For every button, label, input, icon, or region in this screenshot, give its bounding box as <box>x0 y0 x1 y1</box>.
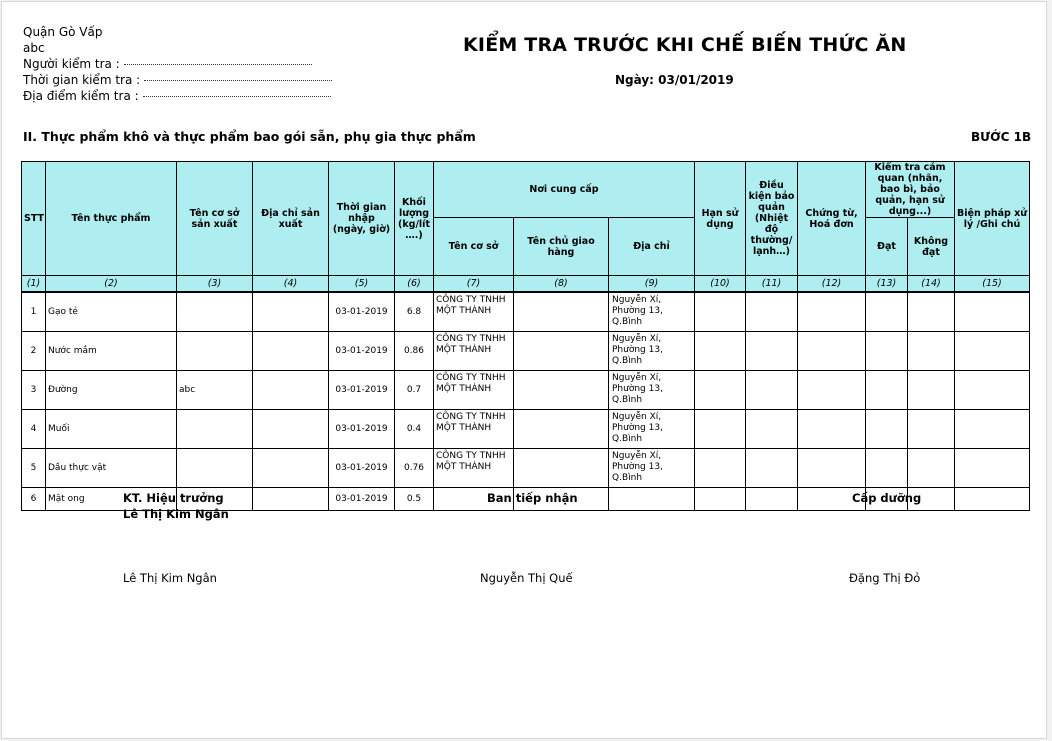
inspection-time-line: Thời gian kiểm tra : <box>23 72 332 88</box>
table-row: 3 Đường abc 03-01-2019 0.7 CÔNG TY TNHH MỘT THÀNH Nguyễn Xí, Phường 13, Q.Bình <box>22 371 1030 410</box>
col-import-time: Thời gian nhập (ngày, giờ) <box>329 162 395 276</box>
header-info <box>23 24 332 104</box>
school-name: abc <box>23 41 45 55</box>
col-delivery-owner: Tên chủ giao hàng <box>514 218 609 276</box>
index-row: (1) (2) (3) (4) (5) (6) (7) (8) (9) (10) (11) (12) (13) (14) (15) <box>22 276 1030 293</box>
col-sensory: Kiểm tra cảm quan (nhãn, bao bì, bảo quản, hạn sử dụng...) <box>866 162 955 218</box>
document-title: KIỂM TRA TRƯỚC KHI CHẾ BIẾN THỨC ĂN <box>463 34 907 56</box>
table-row: 1 Gạo tẻ 03-01-2019 6.8 CÔNG TY TNHH MỘT THÀNH Nguyễn Xí, Phường 13, Q.Bình <box>22 292 1030 332</box>
principal-title: KT. Hiệu trưởng <box>123 491 224 505</box>
inspector-line: Người kiểm tra : <box>23 56 332 72</box>
inspection-table <box>21 161 1030 511</box>
report-page <box>1 1 1047 739</box>
col-producer: Tên cơ sở sản xuất <box>177 162 253 276</box>
table-row: 5 Dầu thực vật 03-01-2019 0.76 CÔNG TY TNHH MỘT THÀNH Nguyễn Xí, Phường 13, Q.Bình <box>22 449 1030 488</box>
section-title: II. Thực phẩm khô và thực phẩm bao gói sẵn, phụ gia thực phẩm <box>23 129 476 144</box>
principal-name: Lê Thị Kim Ngân <box>123 571 217 585</box>
col-action: Biện pháp xử lý /Ghi chú <box>955 162 1030 276</box>
col-expiry: Hạn sử dụng <box>695 162 746 276</box>
principal-subtitle: Lê Thị Kim Ngân <box>123 507 229 521</box>
table-row: 2 Nước mắm 03-01-2019 0.86 CÔNG TY TNHH MỘT THÀNH Nguyễn Xí, Phường 13, Q.Bình <box>22 332 1030 371</box>
cook-name: Đặng Thị Đỏ <box>849 571 921 585</box>
inspection-place-line: Địa điểm kiểm tra : <box>23 88 332 104</box>
district: Quận Gò Vấp <box>23 25 103 39</box>
document-date: Ngày: 03/01/2019 <box>615 73 734 87</box>
col-storage: Điều kiện bảo quản (Nhiệt độ thường/ lạnh…) <box>746 162 798 276</box>
col-supplier-group: Nơi cung cấp <box>434 162 695 218</box>
col-weight: Khối lượng (kg/lít ….) <box>395 162 434 276</box>
table-row: 6 Mật ong 03-01-2019 0.5 <box>22 488 1030 511</box>
col-docs: Chứng từ, Hoá đơn <box>798 162 866 276</box>
cook-title: Cấp dưỡng <box>852 491 922 505</box>
receiver-title: Ban tiếp nhận <box>487 491 578 505</box>
col-food: Tên thực phẩm <box>46 162 177 276</box>
receiver-name: Nguyễn Thị Quế <box>480 571 573 585</box>
col-stt: STT <box>22 162 46 276</box>
table-row: 4 Muối 03-01-2019 0.4 CÔNG TY TNHH MỘT THÀNH Nguyễn Xí, Phường 13, Q.Bình <box>22 410 1030 449</box>
col-supplier-name: Tên cơ sở <box>434 218 514 276</box>
col-supplier-address: Địa chỉ <box>609 218 695 276</box>
col-fail: Không đạt <box>908 218 955 276</box>
col-producer-address: Địa chỉ sản xuất <box>253 162 329 276</box>
step-label: BƯỚC 1B <box>971 130 1032 144</box>
col-pass: Đạt <box>866 218 908 276</box>
